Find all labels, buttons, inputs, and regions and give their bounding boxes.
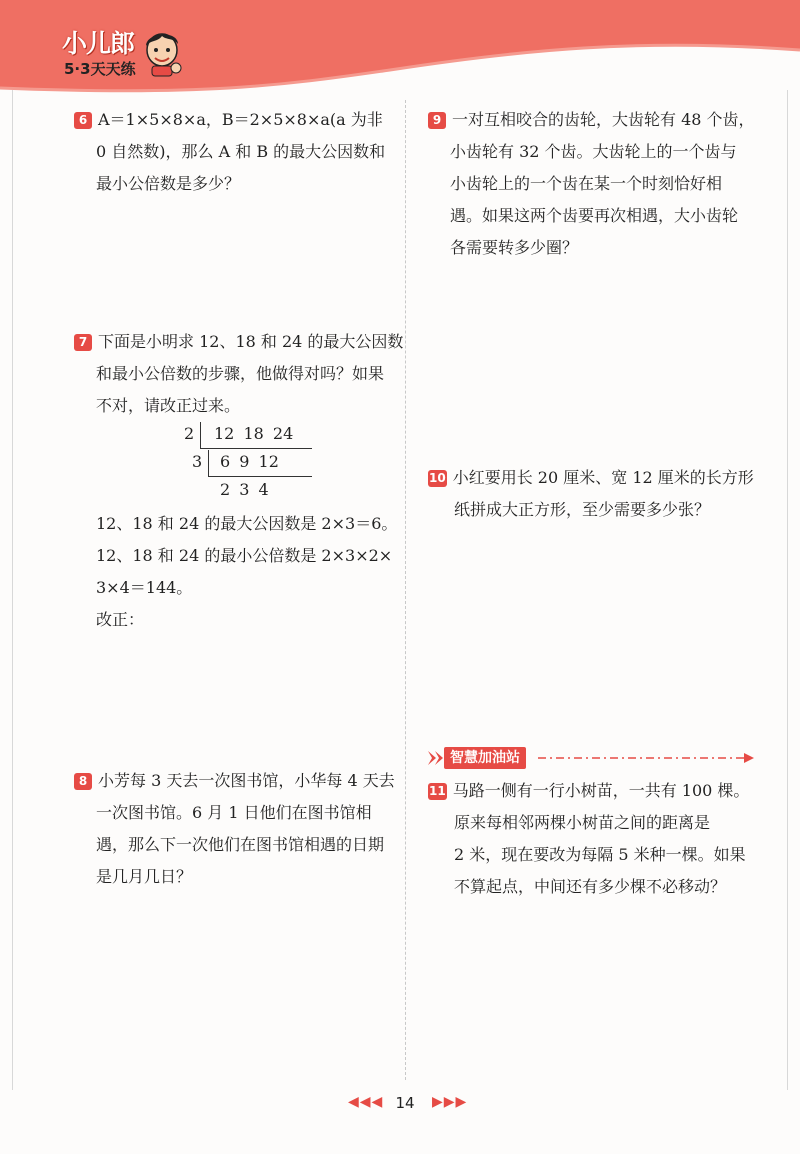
page-footer [0,1090,800,1120]
problem-7-number: 7 [74,334,92,351]
right-page-edge [787,90,788,1090]
ladder-underline-1 [200,448,312,449]
mascot-boy-icon [140,28,186,78]
left-page-edge [12,90,13,1090]
problem-11 [428,775,783,903]
page-number: 14 [395,1094,415,1112]
problem-10-line-1: 小红要用长 20 厘米、宽 12 厘米的长方形 [452,468,754,487]
problem-10-line-2: 纸拼成大正方形，至少需要多少张？ [454,500,711,519]
problem-7-gcd-line: 12、18 和 24 的最大公因数是 2×3＝6。 [96,514,398,533]
problem-8-line-4: 是几月几日？ [96,867,193,886]
problem-8-line-2: 一次图书馆。6 月 1 日他们在图书馆相 [96,803,372,822]
short-division-ladder [178,420,318,500]
problem-7-line-1: 下面是小明求 12、18 和 24 的最大公因数 [98,332,404,351]
problem-9-line-1: 一对互相咬合的齿轮，大齿轮有 48 个齿， [452,110,755,129]
problem-11-line-1: 马路一侧有一行小树苗，一共有 100 棵。 [452,781,750,800]
problem-11-line-4: 不算起点，中间还有多少棵不必移动？ [454,877,727,896]
ladder-underline-2 [208,476,312,477]
problem-11-line-2: 原来每相邻两棵小树苗之间的距离是 [454,813,711,832]
problem-9-line-3: 小齿轮上的一个齿在某一个时刻恰好相 [450,174,723,193]
problem-7 [74,326,404,422]
ladder-divisor-2: 3 [192,452,203,471]
problem-10 [428,462,778,526]
problem-9-line-2: 小齿轮有 32 个齿。大齿轮上的一个齿与 [450,142,737,161]
problem-6-number: 6 [74,112,92,129]
problem-9 [428,104,778,264]
problem-8-line-3: 遇，那么下一次他们在图书馆相遇的日期 [96,835,385,854]
problem-8 [74,765,394,893]
problem-6-line-1: A＝1×5×8×a，B＝2×5×8×a(a 为非 [98,110,383,129]
ladder-divisor-1: 2 [184,424,195,443]
problem-8-line-1: 小芳每 3 天去一次图书馆，小华每 4 天去 [98,771,395,790]
ladder-row-1: 12 18 24 [214,424,294,443]
problem-8-number: 8 [74,773,92,790]
problem-7-student-work [96,508,406,636]
logo-title: 小儿郎 [62,29,135,58]
problem-9-line-4: 遇。如果这两个齿要再次相遇，大小齿轮 [450,206,739,225]
problem-10-number: 10 [429,471,446,485]
footer-left-arrows-icon: ◀◀◀ [348,1094,384,1110]
section-tag-wisdom-station [428,745,758,771]
problem-7-line-2: 和最小公倍数的步骤，他做得对吗？如果 [96,364,385,383]
problem-6-line-2: 0 自然数)，那么 A 和 B 的最大公因数和 [96,142,386,161]
ladder-row-2: 6 9 12 [220,452,279,471]
section-label: 智慧加油站 [444,747,526,769]
problem-6-line-3: 最小公倍数是多少？ [96,174,241,193]
footer-right-arrows-icon: ▶▶▶ [432,1094,468,1110]
ladder-row-3: 2 3 4 [220,480,269,499]
problem-7-lcm-line-2: 3×4＝144。 [96,578,193,597]
problem-7-line-3: 不对，请改正过来。 [96,396,241,415]
problem-7-lcm-line-1: 12、18 和 24 的最小公倍数是 2×3×2× [96,546,393,565]
ladder-bracket-1 [200,422,201,448]
problem-9-line-5: 各需要转多少圈？ [450,238,579,257]
publisher-logo [62,24,192,84]
problem-11-line-3: 2 米，现在要改为每隔 5 米种一棵。如果 [454,845,746,864]
problem-6 [74,104,394,200]
logo-subtitle: 5·3天天练 [64,60,136,78]
problem-9-number: 9 [428,112,446,129]
ladder-bracket-2 [208,450,209,476]
problem-11-number: 11 [429,784,446,798]
problem-7-correction-label: 改正： [96,610,145,629]
